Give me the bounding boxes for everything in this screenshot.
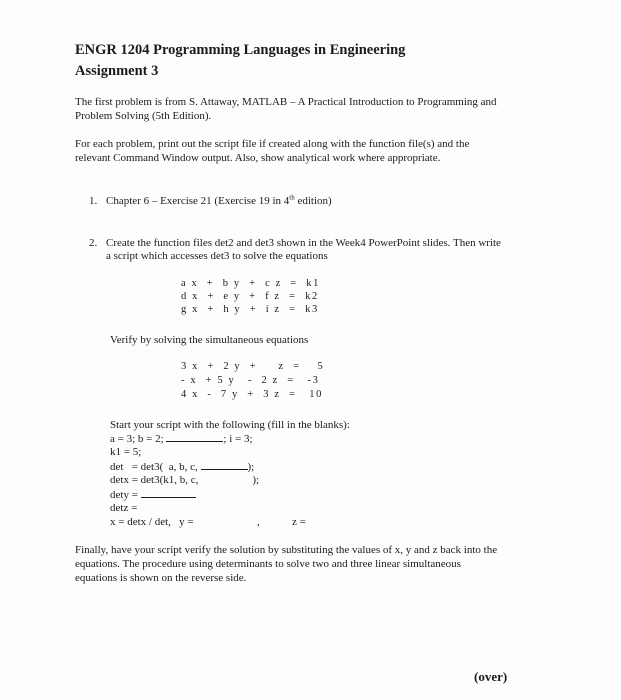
assignment-title: Assignment 3 — [75, 63, 159, 79]
blank-det-args — [201, 459, 248, 470]
script-line-3: det = det3( a, b, c, ); — [110, 461, 255, 473]
problem-1-number: 1. — [89, 195, 98, 207]
blank-dety — [141, 487, 196, 498]
problem-1-text: Chapter 6 – Exercise 21 (Exercise 19 in 4th edition) — [106, 193, 332, 207]
course-title: ENGR 1204 Programming Languages in Engineering — [75, 42, 406, 58]
finally-line-3: equations is shown on the reverse side. — [75, 572, 247, 584]
script-line-5: dety = — [110, 487, 196, 502]
script-line-7b: , — [257, 516, 260, 528]
general-equation-1: a x + b y + c z = k1 — [181, 278, 320, 289]
script-line-7a: x = detx / det, y = — [110, 516, 194, 528]
intro-line-2: Problem Solving (5th Edition). — [75, 110, 212, 122]
specific-equation-3: 4 x - 7 y + 3 z = 10 — [181, 389, 323, 400]
blank-h — [166, 431, 223, 442]
intro-line-1: The first problem is from S. Attaway, MATLAB – A Practical Introduction to Programming and — [75, 96, 497, 108]
finally-line-1: Finally, have your script verify the solution by substituting the values of x, y and z back into the — [75, 544, 498, 556]
specific-equation-1: 3 x + 2 y + z = 5 — [181, 361, 325, 372]
general-equation-2: d x + e y + f z = k2 — [181, 291, 319, 302]
script-line-7c: z = — [292, 516, 306, 528]
general-equation-3: g x + h y + i z = k3 — [181, 304, 319, 315]
problem-2-line-2: a script which accesses det3 to solve the equations — [106, 250, 328, 262]
intro-line-3: For each problem, print out the script file if created along with the function file(s) and the — [75, 138, 470, 150]
script-line-2: k1 = 5; — [110, 446, 142, 458]
script-line-1: a = 3; b = 2; ; i = 3; — [110, 433, 253, 445]
problem-2-line-1: Create the function files det2 and det3 shown in the Week4 PowerPoint slides. Then write — [106, 237, 501, 249]
verify-text: Verify by solving the simultaneous equations — [110, 334, 309, 346]
finally-line-2: equations. The procedure using determinants to solve two and three linear simultaneous — [75, 558, 461, 570]
problem-2-number: 2. — [89, 237, 98, 249]
script-line-6: detz = — [110, 502, 138, 514]
specific-equation-2: - x + 5 y - 2 z = -3 — [181, 375, 320, 386]
start-script-text: Start your script with the following (fill in the blanks): — [110, 419, 350, 431]
script-line-4: detx = det3(k1, b, c, ); — [110, 474, 260, 486]
intro-line-4: relevant Command Window output. Also, show analytical work where appropriate. — [75, 152, 441, 164]
over-label: (over) — [474, 669, 508, 684]
